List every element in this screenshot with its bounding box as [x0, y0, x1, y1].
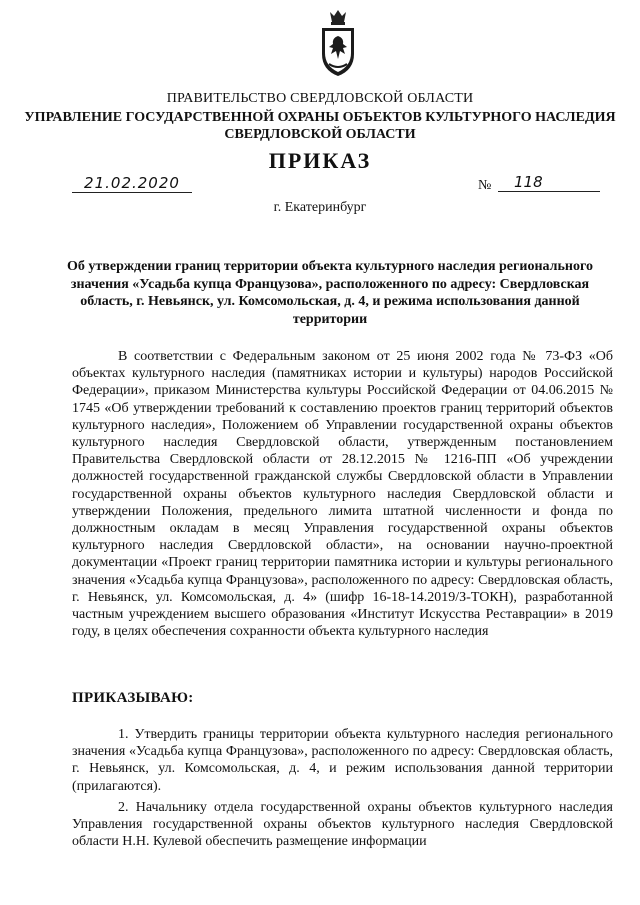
preamble — [72, 348, 613, 640]
government-name: ПРАВИТЕЛЬСТВО СВЕРДЛОВСКОЙ ОБЛАСТИ — [166, 91, 474, 106]
document-type: ПРИКАЗ — [268, 148, 372, 173]
order-item-1: 1. Утвердить границы территории объекта культурного наследия регионального значения «Усадьба купца Французова», расположенного по адресу: Свердловская область, г. Невьянск, ул. Комсомольская, д. 4, и режим использования данной территории (прилагаются). — [72, 727, 613, 794]
preamble-paragraph: В соответствии с Федеральным законом от 25 июня 2002 года № 73-ФЗ «Об объектах культурного наследия (памятниках истории и культуры) народов Российской Федерации», приказом Министерства культуры Российской Федерации от 04.06.2015 № 1745 «Об утверждении требований к составлению проектов границ территорий объектов культурного наследия», Положением об Управлении государственной охраны объектов культурного наследия Свердловской области, утвержденным постановлением Правительства Свердловской области от 28.12.2015 № 1216-ПП «Об учреждении должностей государственной гражданской службы Свердловской области в Управлении государственной охраны объектов культурного наследия Свердловской области и утверждении Положения, предельного лимита штатной численности и фонда по должностным окладам в месяц Управления государственной охраны объектов культурного наследия Свердловской области», на основании научно-проектной документации «Проект границ территории памятника истории и культуры регионального значения «Усадьба купца Французова», расположенного по адресу: Свердловская область, г. Невьянск, ул. Комсомольская, д. 4» (шифр 16-18-14.2019/З-ТОКН), разработанной частным учреждением высшего образования «Институт Искусства Реставрации» в 2019 году, в целях обеспечения сохранности объекта культурного наследия — [72, 349, 613, 640]
city: г. Екатеринбург — [273, 200, 367, 215]
number-label: № — [478, 178, 492, 193]
document-number: 118 — [498, 173, 600, 192]
coat-of-arms-icon — [318, 8, 358, 80]
order-items — [72, 726, 613, 854]
document-date: 21.02.2020 — [72, 174, 192, 193]
order-heading: ПРИКАЗЫВАЮ: — [72, 690, 194, 706]
department-name: УПРАВЛЕНИЕ ГОСУДАРСТВЕННОЙ ОХРАНЫ ОБЪЕКТОВ КУЛЬТУРНОГО НАСЛЕДИЯ СВЕРДЛОВСКОЙ ОБЛАСТИ — [24, 110, 616, 142]
order-item-2: 2. Начальнику отдела государственной охраны объектов культурного наследия Управления государственной охраны объектов культурного наследия Свердловской области Н.Н. Кулевой обеспечить размещение информации — [72, 799, 613, 850]
document-title: Об утверждении границ территории объекта культурного наследия регионального значения «Усадьба купца Французова», расположенного по адресу: Свердловская область, г. Невьянск, ул. Комсомольская, д. 4, и режима использования данной территории — [67, 259, 593, 327]
